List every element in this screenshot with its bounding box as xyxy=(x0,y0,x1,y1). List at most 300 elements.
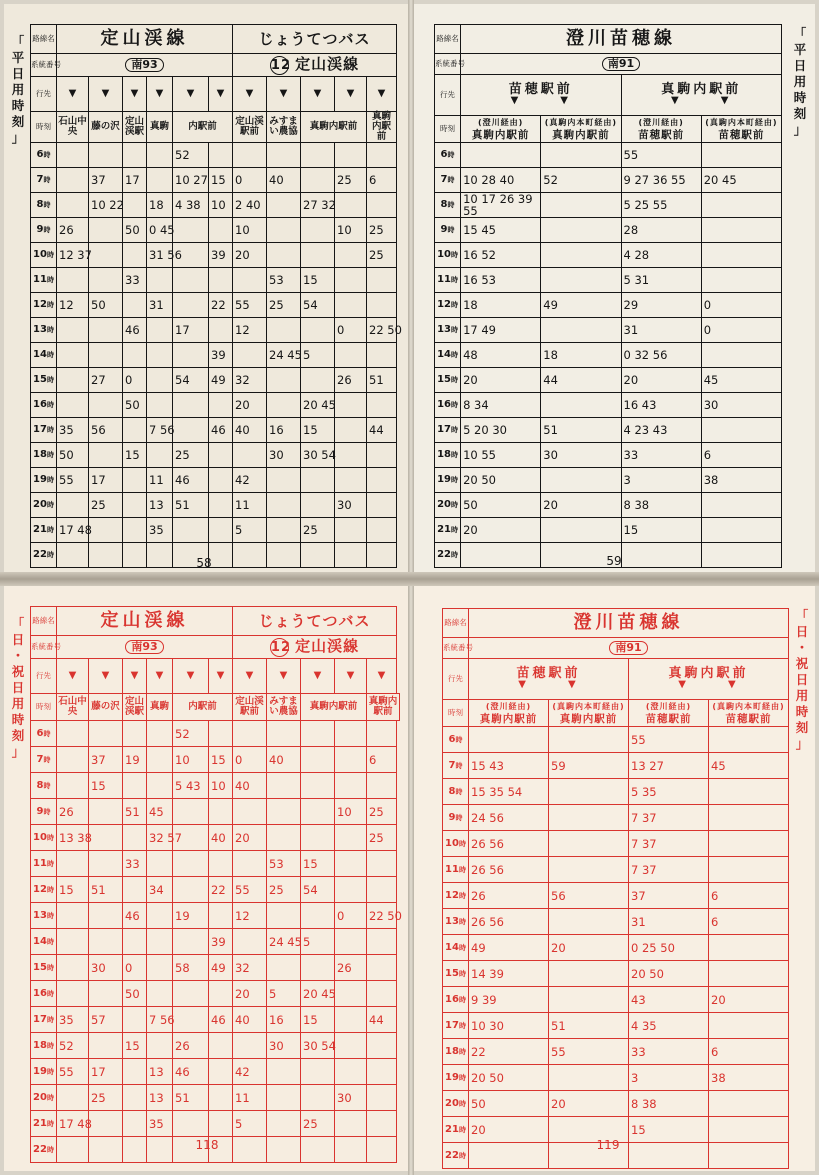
hour-suffix: 時 xyxy=(46,911,54,920)
minute-cell: 55 xyxy=(621,143,701,168)
minute-cell xyxy=(173,293,209,318)
hour-suffix: 時 xyxy=(46,1145,54,1154)
hour-suffix: 時 xyxy=(46,251,54,259)
minute-cell xyxy=(209,1085,233,1111)
minute-cell: 16 53 xyxy=(461,268,541,293)
minute-cell: 33 xyxy=(123,851,147,877)
minute-cell xyxy=(701,243,781,268)
table-row xyxy=(31,1059,400,1085)
hour-suffix: 時 xyxy=(43,781,51,790)
minute-cell xyxy=(173,343,209,368)
hour-suffix: 時 xyxy=(458,891,466,900)
minute-cell: 43 xyxy=(629,987,709,1013)
via-header xyxy=(541,116,621,143)
hour-cell xyxy=(31,393,57,418)
sub-destination: 内駅前 xyxy=(173,112,233,143)
hour-suffix: 時 xyxy=(458,1073,466,1082)
minute-cell xyxy=(57,493,89,518)
hour-suffix: 時 xyxy=(46,351,54,359)
minute-cell: 15 xyxy=(301,268,335,293)
via-route: (真駒内本町経由) xyxy=(544,118,618,127)
table-row xyxy=(31,343,397,368)
sidebar-char: 祝 xyxy=(11,664,25,679)
minute-cell xyxy=(123,418,147,443)
sidebar-char: 時 xyxy=(11,712,25,727)
minute-cell: 25 xyxy=(89,1085,123,1111)
minute-cell: 25 xyxy=(89,493,123,518)
minute-cell xyxy=(147,368,173,393)
hour-suffix: 時 xyxy=(455,787,463,796)
hour-number: 19 xyxy=(437,474,451,485)
minute-cell: 30 xyxy=(701,393,781,418)
hour-number: 12 xyxy=(33,883,47,895)
sidebar-char: 平 xyxy=(793,42,807,57)
destination-arrow-cell xyxy=(123,77,147,112)
hour-suffix: 時 xyxy=(46,833,54,842)
hour-cell xyxy=(435,543,461,568)
minute-cell xyxy=(541,393,621,418)
hour-number: 16 xyxy=(33,399,47,410)
hour-cell xyxy=(443,831,469,857)
page-number: 119 xyxy=(596,1138,620,1152)
hour-cell xyxy=(31,955,57,981)
minute-cell xyxy=(541,268,621,293)
minute-cell xyxy=(549,857,629,883)
minute-cell: 33 xyxy=(123,268,147,293)
minute-cell: 20 xyxy=(233,981,267,1007)
hour-cell xyxy=(31,443,57,468)
minute-cell xyxy=(123,1007,147,1033)
hour-cell xyxy=(443,909,469,935)
minute-cell xyxy=(233,1137,267,1163)
hour-suffix: 時 xyxy=(46,376,54,384)
hour-suffix: 時 xyxy=(455,813,463,822)
sidebar-char: 」 xyxy=(795,736,809,751)
minute-cell xyxy=(89,393,123,418)
minute-cell: 15 xyxy=(89,773,123,799)
minute-cell: 46 xyxy=(123,318,147,343)
hour-number: 12 xyxy=(445,889,459,901)
minute-cell xyxy=(267,903,301,929)
minute-cell: 20 xyxy=(461,368,541,393)
minute-cell: 39 xyxy=(209,343,233,368)
minute-cell xyxy=(335,877,367,903)
minute-cell xyxy=(301,493,335,518)
line-title: 定山渓線 xyxy=(57,25,233,54)
minute-cell xyxy=(367,468,397,493)
minute-cell: 25 xyxy=(301,518,335,543)
table-row xyxy=(31,747,400,773)
hour-cell xyxy=(443,753,469,779)
minute-cell: 11 xyxy=(233,493,267,518)
minute-cell: 30 xyxy=(267,1033,301,1059)
minute-cell xyxy=(701,493,781,518)
minute-cell: 0 xyxy=(701,293,781,318)
minute-cell: 15 xyxy=(123,1033,147,1059)
via-route: (澄川経由) xyxy=(645,702,692,711)
minute-cell xyxy=(57,543,89,568)
hour-suffix: 時 xyxy=(43,755,51,764)
via-header xyxy=(469,700,549,727)
minute-cell xyxy=(233,443,267,468)
minute-cell: 35 xyxy=(57,418,89,443)
minute-cell xyxy=(89,268,123,293)
minute-cell: 45 xyxy=(147,799,173,825)
minute-cell xyxy=(123,1111,147,1137)
minute-cell xyxy=(335,418,367,443)
minute-cell: 10 30 xyxy=(469,1013,549,1039)
hour-number: 22 xyxy=(33,1143,47,1155)
table-row xyxy=(31,773,400,799)
sub-destination: 苗穂駅前 xyxy=(645,713,692,725)
page-number: 58 xyxy=(196,556,212,570)
destination-arrow-cell xyxy=(367,659,397,694)
minute-cell: 3 xyxy=(621,468,701,493)
destination-arrow-cell xyxy=(57,77,89,112)
table-row xyxy=(31,1085,400,1111)
minute-cell xyxy=(335,1059,367,1085)
table-row xyxy=(435,193,782,218)
minute-cell xyxy=(335,543,367,568)
minute-cell xyxy=(367,721,397,747)
minute-cell: 39 xyxy=(209,929,233,955)
minute-cell xyxy=(301,721,335,747)
minute-cell xyxy=(301,1059,335,1085)
minute-cell: 46 xyxy=(123,903,147,929)
minute-cell xyxy=(147,168,173,193)
hour-suffix: 時 xyxy=(43,807,51,816)
route-badge-cell xyxy=(57,636,233,659)
hour-cell xyxy=(443,805,469,831)
minute-cell: 51 xyxy=(173,493,209,518)
minute-cell xyxy=(57,168,89,193)
minute-cell xyxy=(209,851,233,877)
minute-cell: 52 xyxy=(173,721,209,747)
minute-cell xyxy=(147,903,173,929)
minute-cell: 25 xyxy=(367,243,397,268)
minute-cell: 5 xyxy=(233,1111,267,1137)
hour-suffix: 時 xyxy=(450,501,458,509)
hour-number: 15 xyxy=(33,374,47,385)
minute-cell: 10 22 xyxy=(89,193,123,218)
minute-cell: 10 xyxy=(209,193,233,218)
hour-cell xyxy=(31,981,57,1007)
destination-arrow-cell xyxy=(89,659,123,694)
minute-cell xyxy=(301,243,335,268)
minute-cell: 2 40 xyxy=(233,193,267,218)
minute-cell xyxy=(89,981,123,1007)
sub-destination: 苗穂駅前 xyxy=(725,713,772,725)
minute-cell xyxy=(469,727,549,753)
minute-cell xyxy=(123,721,147,747)
minute-cell xyxy=(123,825,147,851)
destination-label: 行先 xyxy=(31,659,57,694)
hour-cell xyxy=(435,193,461,218)
down-arrow-icon: ▼ ▼ xyxy=(678,679,739,690)
route-badge: 南91 xyxy=(609,641,647,655)
down-arrow-icon: ▼ xyxy=(377,88,386,99)
sub-destination: みすまい農協 xyxy=(267,112,301,143)
holiday-sidebar-label xyxy=(792,608,812,752)
minute-cell xyxy=(147,981,173,1007)
hour-suffix: 時 xyxy=(458,969,466,978)
sidebar-char: ・ xyxy=(11,648,25,663)
minute-cell xyxy=(267,393,301,418)
minute-cell: 13 xyxy=(147,493,173,518)
minute-cell xyxy=(123,543,147,568)
minute-cell xyxy=(267,1137,301,1163)
minute-cell: 38 xyxy=(701,468,781,493)
sidebar-char: 日 xyxy=(793,58,807,73)
hour-number: 7 xyxy=(36,174,44,185)
down-arrow-icon: ▼ ▼ xyxy=(518,679,579,690)
minute-cell xyxy=(89,243,123,268)
minute-cell xyxy=(147,393,173,418)
minute-cell xyxy=(57,981,89,1007)
minute-cell xyxy=(267,543,301,568)
hour-number: 22 xyxy=(445,1149,459,1161)
minute-cell xyxy=(123,1085,147,1111)
minute-cell: 32 57 xyxy=(147,825,173,851)
minute-cell xyxy=(147,747,173,773)
minute-cell: 3 xyxy=(629,1065,709,1091)
minute-cell xyxy=(233,143,267,168)
hour-suffix: 時 xyxy=(43,729,51,738)
sub-destination: 石山中央 xyxy=(57,112,89,143)
hour-cell xyxy=(443,961,469,987)
minute-cell: 26 xyxy=(335,368,367,393)
minute-cell: 20 45 xyxy=(301,393,335,418)
hour-cell xyxy=(443,935,469,961)
hour-number: 13 xyxy=(437,324,451,335)
hour-cell xyxy=(31,877,57,903)
hour-number: 13 xyxy=(33,324,47,335)
minute-cell xyxy=(709,831,789,857)
hour-suffix: 時 xyxy=(458,865,466,874)
hour-number: 18 xyxy=(33,449,47,460)
minute-cell: 16 xyxy=(267,418,301,443)
minute-cell: 22 xyxy=(209,293,233,318)
hour-number: 8 xyxy=(448,785,456,797)
minute-cell xyxy=(123,343,147,368)
table-row xyxy=(443,987,789,1013)
minute-cell: 15 43 xyxy=(469,753,549,779)
minute-cell: 42 xyxy=(233,1059,267,1085)
minute-cell: 5 31 xyxy=(621,268,701,293)
table-row xyxy=(31,1111,400,1137)
sidebar-char: 時 xyxy=(793,90,807,105)
hour-suffix: 時 xyxy=(450,376,458,384)
table-row xyxy=(435,168,782,193)
minute-cell xyxy=(701,518,781,543)
minute-cell: 15 xyxy=(209,168,233,193)
hour-suffix: 時 xyxy=(46,476,54,484)
minute-cell: 45 xyxy=(709,753,789,779)
route-circle-number: 12 xyxy=(270,639,291,655)
minute-cell: 50 xyxy=(57,443,89,468)
minute-cell: 55 xyxy=(57,468,89,493)
minute-cell xyxy=(173,418,209,443)
minute-cell: 0 32 56 xyxy=(621,343,701,368)
line-title-text: 定山渓線 xyxy=(288,636,360,655)
hour-number: 16 xyxy=(437,399,451,410)
minute-cell: 22 50 xyxy=(367,903,397,929)
minute-cell: 20 xyxy=(549,935,629,961)
hour-cell xyxy=(435,168,461,193)
minute-cell: 50 xyxy=(469,1091,549,1117)
minute-cell xyxy=(89,929,123,955)
hour-suffix: 時 xyxy=(46,326,54,334)
minute-cell xyxy=(147,1033,173,1059)
minute-cell xyxy=(267,493,301,518)
minute-cell xyxy=(301,773,335,799)
minute-cell xyxy=(701,268,781,293)
hour-cell xyxy=(31,747,57,773)
table-row xyxy=(31,1033,400,1059)
minute-cell: 25 xyxy=(267,877,301,903)
minute-cell: 17 xyxy=(89,1059,123,1085)
hour-cell xyxy=(435,143,461,168)
sub-destination: 藤の沢 xyxy=(89,694,123,721)
minute-cell: 10 55 xyxy=(461,443,541,468)
table-row xyxy=(31,981,400,1007)
minute-cell: 53 xyxy=(267,268,301,293)
minute-cell: 5 xyxy=(301,343,335,368)
table-row xyxy=(31,318,397,343)
minute-cell xyxy=(367,443,397,468)
minute-cell xyxy=(233,268,267,293)
hour-cell xyxy=(435,368,461,393)
minute-cell xyxy=(541,518,621,543)
minute-cell: 20 xyxy=(233,825,267,851)
minute-cell xyxy=(367,929,397,955)
table-row xyxy=(435,243,782,268)
minute-cell: 6 xyxy=(709,1039,789,1065)
minute-cell: 50 xyxy=(123,981,147,1007)
down-arrow-icon: ▼ xyxy=(68,670,77,681)
minute-cell: 10 xyxy=(209,773,233,799)
minute-cell xyxy=(335,468,367,493)
hour-number: 16 xyxy=(445,993,459,1005)
sidebar-char: 日 xyxy=(11,66,25,81)
minute-cell: 26 xyxy=(57,799,89,825)
minute-cell xyxy=(367,493,397,518)
minute-cell xyxy=(367,1111,397,1137)
minute-cell: 49 xyxy=(209,368,233,393)
minute-cell xyxy=(549,805,629,831)
sidebar-char: 」 xyxy=(793,122,807,137)
hour-cell xyxy=(31,851,57,877)
minute-cell xyxy=(57,1137,89,1163)
hour-suffix: 時 xyxy=(450,476,458,484)
minute-cell xyxy=(57,955,89,981)
hour-suffix: 時 xyxy=(46,989,54,998)
minute-cell: 17 48 xyxy=(57,1111,89,1137)
minute-cell: 40 xyxy=(209,825,233,851)
minute-cell xyxy=(123,193,147,218)
minute-cell xyxy=(335,1111,367,1137)
line-title: 澄川苗穂線 xyxy=(469,609,789,638)
minute-cell: 55 xyxy=(629,727,709,753)
hour-number: 14 xyxy=(33,349,47,360)
hour-suffix: 時 xyxy=(455,735,463,744)
down-arrow-icon: ▼ xyxy=(186,88,195,99)
hour-number: 22 xyxy=(33,549,47,560)
hour-number: 13 xyxy=(33,909,47,921)
minute-cell: 44 xyxy=(367,1007,397,1033)
minute-cell: 15 xyxy=(621,518,701,543)
table-row xyxy=(31,368,397,393)
minute-cell: 31 xyxy=(629,909,709,935)
minute-cell: 6 xyxy=(701,443,781,468)
minute-cell xyxy=(301,543,335,568)
minute-cell xyxy=(267,218,301,243)
minute-cell: 15 xyxy=(301,1007,335,1033)
minute-cell: 5 xyxy=(301,929,335,955)
minute-cell xyxy=(709,727,789,753)
minute-cell xyxy=(267,799,301,825)
minute-cell xyxy=(335,1137,367,1163)
hour-cell xyxy=(435,318,461,343)
hour-suffix: 時 xyxy=(447,151,455,159)
hour-cell xyxy=(31,468,57,493)
minute-cell: 57 xyxy=(89,1007,123,1033)
minute-cell: 53 xyxy=(267,851,301,877)
minute-cell xyxy=(57,193,89,218)
minute-cell: 10 17 26 39 55 xyxy=(461,193,541,218)
hour-number: 21 xyxy=(437,524,451,535)
minute-cell xyxy=(123,293,147,318)
minute-cell: 31 xyxy=(147,293,173,318)
table-row xyxy=(435,218,782,243)
minute-cell xyxy=(209,493,233,518)
hour-number: 20 xyxy=(437,499,451,510)
minute-cell: 31 56 xyxy=(147,243,173,268)
minute-cell xyxy=(89,851,123,877)
minute-cell: 10 28 40 xyxy=(461,168,541,193)
minute-cell xyxy=(549,831,629,857)
hour-number: 7 xyxy=(36,753,44,765)
time-label: 時刻 xyxy=(435,116,461,143)
hour-cell xyxy=(31,929,57,955)
minute-cell xyxy=(549,987,629,1013)
minute-cell: 20 xyxy=(233,243,267,268)
minute-cell: 15 xyxy=(301,851,335,877)
minute-cell xyxy=(267,1111,301,1137)
destination-arrow-cell xyxy=(173,659,209,694)
hour-cell xyxy=(31,343,57,368)
hour-suffix: 時 xyxy=(46,451,54,459)
hour-number: 8 xyxy=(36,199,44,210)
minute-cell xyxy=(301,318,335,343)
minute-cell xyxy=(541,318,621,343)
minute-cell: 5 43 xyxy=(173,773,209,799)
system-number-label: 系統番号 xyxy=(435,54,461,75)
hour-cell xyxy=(31,293,57,318)
hour-suffix: 時 xyxy=(450,401,458,409)
minute-cell xyxy=(57,1085,89,1111)
via-header xyxy=(709,700,789,727)
hour-suffix: 時 xyxy=(458,1151,466,1160)
minute-cell xyxy=(123,929,147,955)
sidebar-char: 日 xyxy=(11,680,25,695)
route-circle-number: 12 xyxy=(270,57,291,73)
table-row xyxy=(435,418,782,443)
hour-suffix: 時 xyxy=(46,963,54,972)
minute-cell xyxy=(89,318,123,343)
table-row xyxy=(443,727,789,753)
minute-cell xyxy=(89,721,123,747)
